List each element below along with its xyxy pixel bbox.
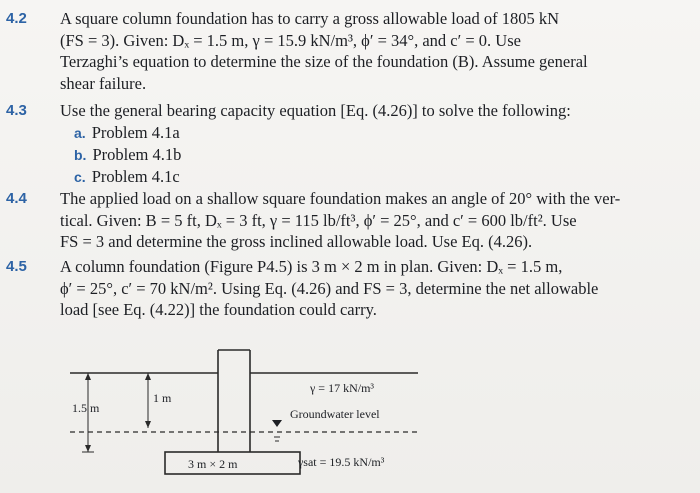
water-depth-label: 1 m bbox=[153, 391, 172, 405]
text-line: load [see Eq. (4.22)] the foundation could carry. bbox=[60, 300, 377, 319]
depth-arrow-down bbox=[85, 445, 91, 452]
text-line: shear failure. bbox=[60, 73, 147, 93]
text-line: Terzaghi’s equation to determine the size of the foundation (B). Assume general bbox=[60, 52, 588, 71]
sub-item-label: a. bbox=[74, 125, 86, 141]
sub-item-text: Problem 4.1b bbox=[92, 145, 182, 164]
problem-number: 4.4 bbox=[6, 190, 27, 207]
text-line: The applied load on a shallow square foundation makes an angle of 20° with the ver- bbox=[60, 189, 621, 208]
unit-weight-label: γ = 17 kN/m³ bbox=[310, 381, 375, 395]
water-table-symbol bbox=[272, 420, 282, 427]
sub-item-label: c. bbox=[74, 169, 86, 185]
water-depth-arrow-up bbox=[145, 373, 151, 380]
sub-item-label: b. bbox=[74, 147, 87, 163]
problem-number: 4.2 bbox=[6, 10, 27, 27]
groundwater-label: Groundwater level bbox=[290, 407, 380, 421]
depth-label: 1.5 m bbox=[72, 401, 100, 415]
sub-item-text: Problem 4.1a bbox=[91, 123, 180, 142]
text-line: tical. Given: B = 5 ft, Dₓ = 3 ft, γ = 115 lb/ft³, ϕ′ = 25°, and c′ = 600 lb/ft². Use bbox=[60, 210, 577, 230]
sub-item-text: Problem 4.1c bbox=[91, 167, 180, 186]
depth-arrow-up bbox=[85, 373, 91, 380]
saturated-unit-weight-label: γsat = 19.5 kN/m³ bbox=[298, 455, 385, 469]
water-depth-arrow-down bbox=[145, 421, 151, 428]
text-line: Use the general bearing capacity equation [Eq. (4.26)] to solve the following: bbox=[60, 101, 571, 120]
text-line: A square column foundation has to carry a gross allowable load of 1805 kN bbox=[60, 9, 560, 28]
text-line: (FS = 3). Given: Dₓ = 1.5 m, γ = 15.9 kN/m³, ϕ′ = 34°, and c′ = 0. Use bbox=[60, 30, 521, 50]
text-line: ϕ′ = 25°, c′ = 70 kN/m². Using Eq. (4.26) and FS = 3, determine the net allowable bbox=[60, 278, 599, 298]
footing-size-label: 3 m × 2 m bbox=[188, 457, 238, 471]
problem-number: 4.3 bbox=[6, 102, 27, 119]
text-line: FS = 3 and determine the gross inclined allowable load. Use Eq. (4.26). bbox=[60, 232, 533, 251]
problem-number: 4.5 bbox=[6, 258, 27, 275]
text-line: A column foundation (Figure P4.5) is 3 m × 2 m in plan. Given: Dₓ = 1.5 m, bbox=[60, 257, 563, 276]
